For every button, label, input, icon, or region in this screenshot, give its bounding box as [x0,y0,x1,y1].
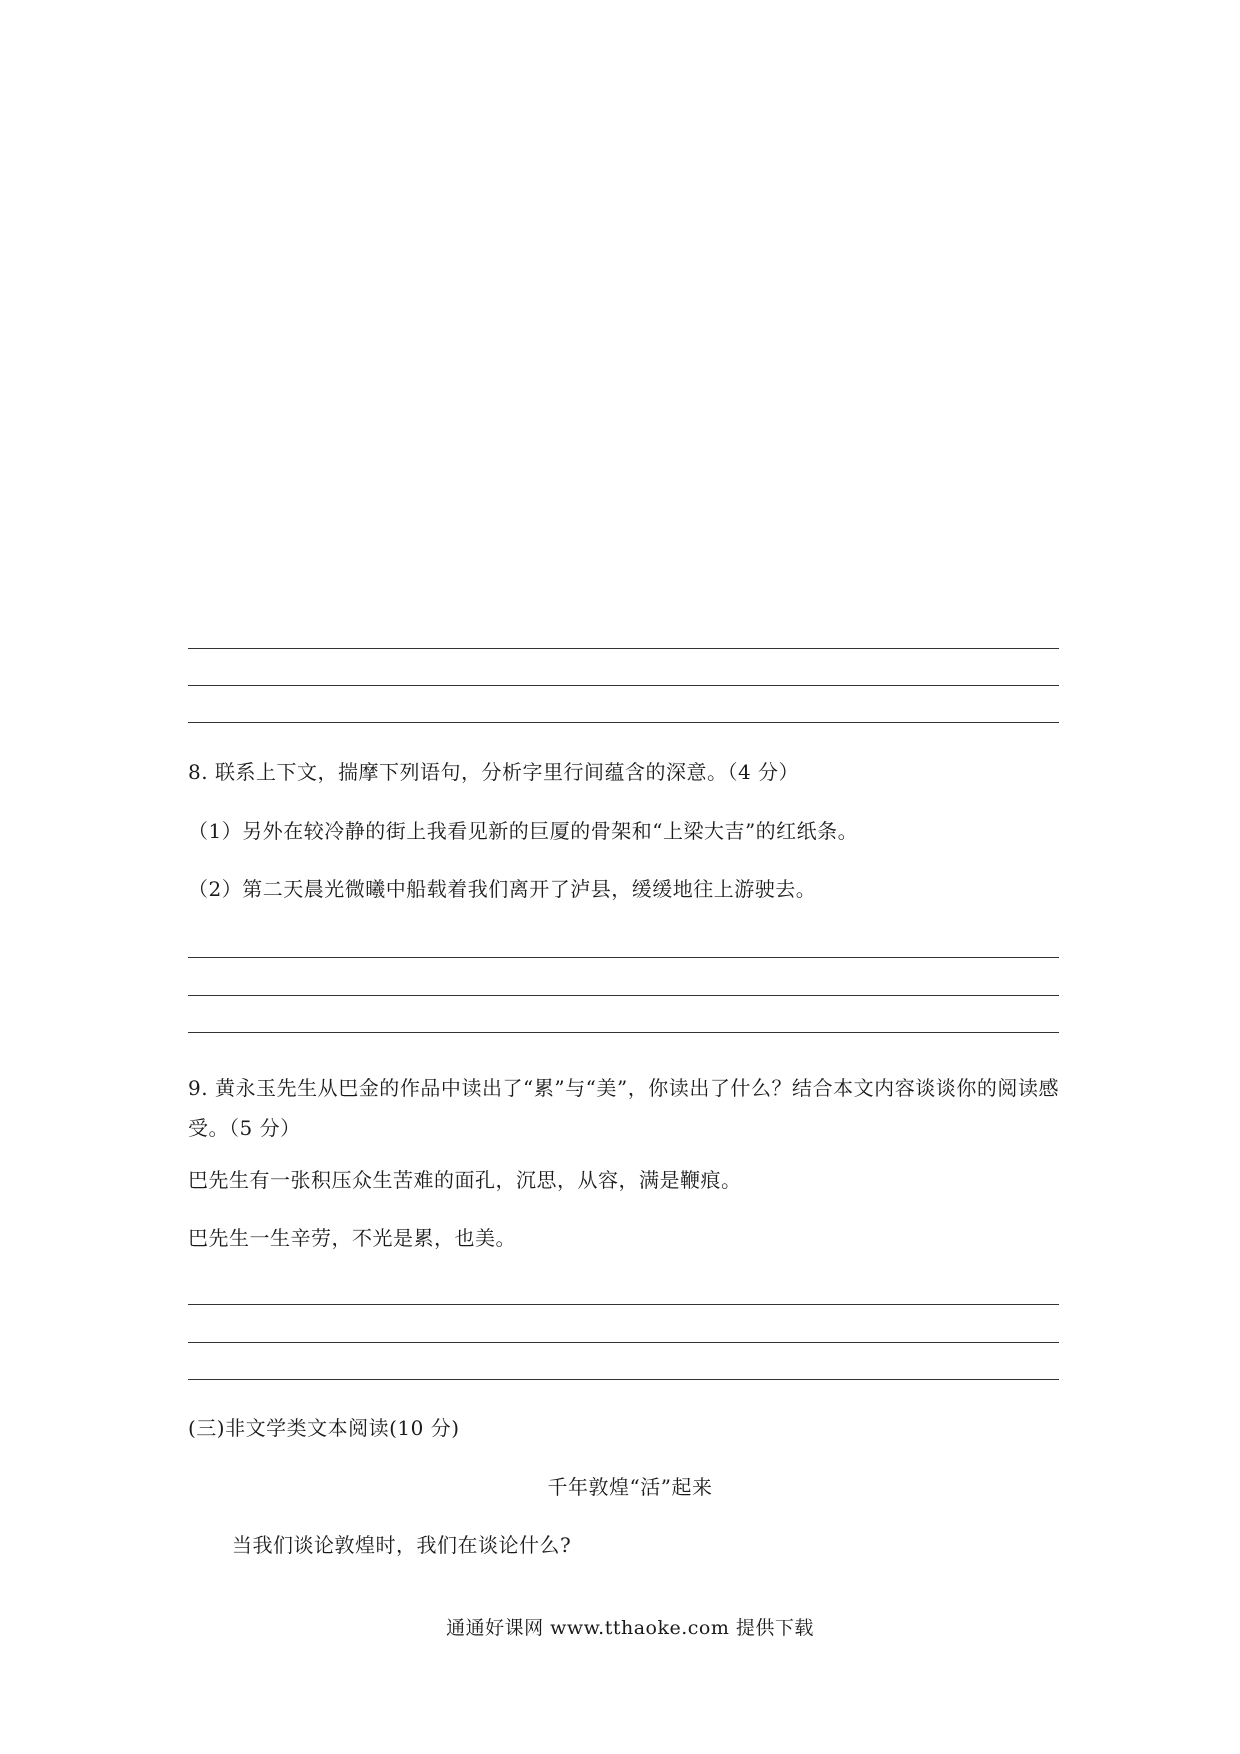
question-8-item-2: （2）第二天晨光微曦中船载着我们离开了泸县，缓缓地往上游驶去。 [188,877,817,901]
question-9-line-1: 巴先生有一张积压众生苦难的面孔，沉思，从容，满是鞭痕。 [188,1168,742,1192]
answer-line [188,1304,1059,1305]
question-9-line-2: 巴先生一生辛劳，不光是累，也美。 [188,1226,516,1250]
article-title: 千年敦煌“活”起来 [547,1475,713,1499]
page-footer: 通通好课网 www.tthaoke.com 提供下载 [446,1617,814,1639]
answer-line [188,957,1059,958]
question-9-prompt: 9. 黄永玉先生从巴金的作品中读出了“累”与“美”，你读出了什么？结合本文内容谈谈你的阅读感受。（5 分） [188,1076,1059,1140]
answer-line [188,722,1059,723]
question-8-item-1: （1）另外在较冷静的街上我看见新的巨厦的骨架和“上梁大吉”的红纸条。 [188,819,859,843]
answer-line [188,1379,1059,1380]
answer-line [188,995,1059,996]
answer-line [188,648,1059,649]
question-8-prompt: 8. 联系上下文，揣摩下列语句，分析字里行间蕴含的深意。（4 分） [188,760,800,784]
answer-line [188,685,1059,686]
answer-line [188,1342,1059,1343]
section-heading: (三)非文学类文本阅读(10 分) [188,1416,460,1440]
article-opening-line: 当我们谈论敦煌时，我们在谈论什么? [232,1533,572,1557]
answer-line [188,1032,1059,1033]
